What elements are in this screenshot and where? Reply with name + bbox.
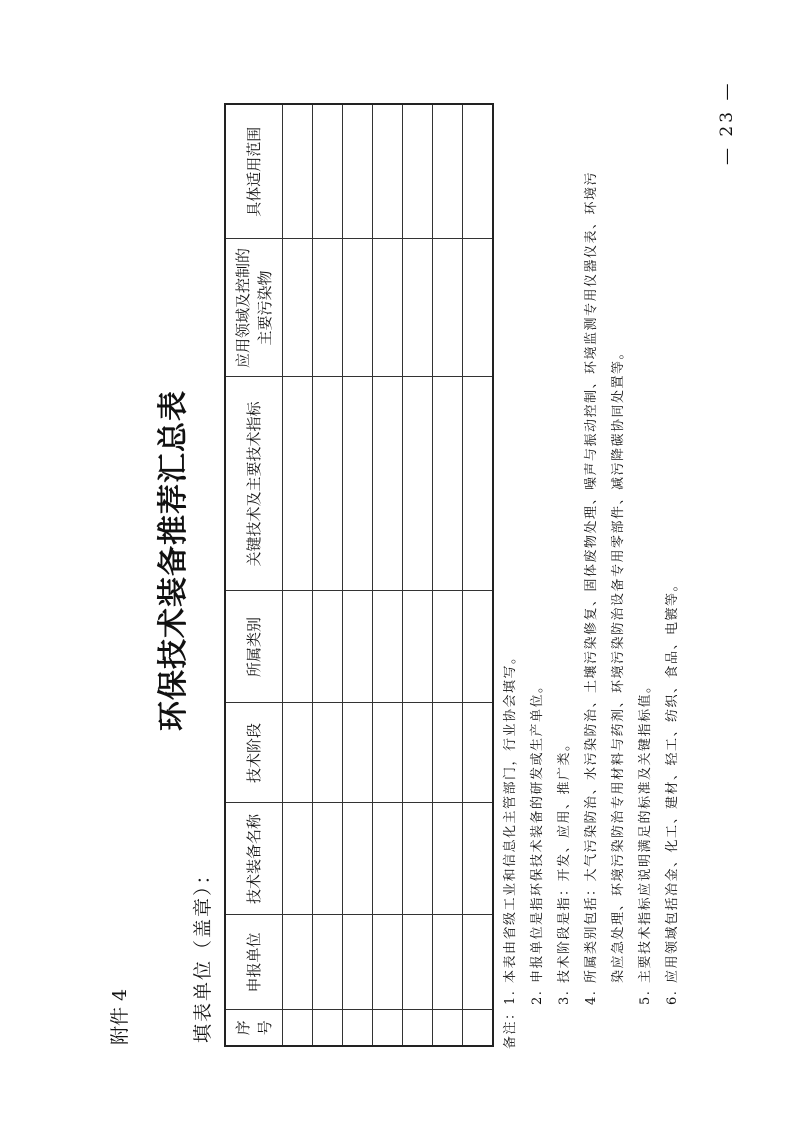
table-cell bbox=[283, 239, 313, 377]
table-cell bbox=[373, 915, 403, 1010]
note-text: 应用领域包括冶金、化工、建材、轻工、纺织、食品、电镀等。 bbox=[665, 576, 680, 983]
table-cell bbox=[373, 703, 403, 803]
table-cell bbox=[463, 377, 494, 591]
table-row bbox=[283, 104, 313, 1046]
table-cell bbox=[373, 104, 403, 239]
table-cell bbox=[403, 803, 433, 915]
table-cell bbox=[373, 239, 403, 377]
table-cell bbox=[343, 377, 373, 591]
table-cell bbox=[283, 591, 313, 703]
table-cell bbox=[343, 1010, 373, 1046]
note-text: 技术阶段是指：开发、应用、推广类。 bbox=[557, 736, 572, 983]
table-cell bbox=[463, 703, 494, 803]
table-cell bbox=[463, 915, 494, 1010]
note-number: 4. bbox=[584, 989, 599, 1005]
table-cell bbox=[373, 1010, 403, 1046]
note-item bbox=[659, 165, 686, 1005]
table-cell bbox=[313, 239, 343, 377]
notes-list bbox=[497, 165, 686, 1005]
table-cell bbox=[403, 703, 433, 803]
page-title: 环保技术装备推荐汇总表 bbox=[156, 390, 191, 731]
table-cell bbox=[343, 239, 373, 377]
table-cell bbox=[313, 591, 343, 703]
table-cell bbox=[433, 104, 463, 239]
table-cell bbox=[283, 803, 313, 915]
table-cell bbox=[343, 915, 373, 1010]
table-cell bbox=[313, 104, 343, 239]
table-cell bbox=[313, 1010, 343, 1046]
page-number: — 23 — bbox=[717, 80, 737, 165]
table-cell bbox=[373, 803, 403, 915]
header-cell: 所属类别 bbox=[225, 591, 283, 703]
table-cell bbox=[433, 591, 463, 703]
table-cell bbox=[313, 915, 343, 1010]
note-text: 所属类别包括：大气污染防治、水污染防治、土壤污染修复、固体废物处理、噪声与振动控制、环境监测专用仪器仪表、环境污染应急处理、环境污染防治专用材料与药剂、环境污染防治设备专用零部件、减污降碳协同处置等。 bbox=[584, 170, 626, 983]
note-number: 1. bbox=[503, 989, 518, 1005]
header-cell: 具体适用范围 bbox=[225, 104, 283, 239]
table-cell bbox=[373, 591, 403, 703]
header-cell: 应用领域及控制的主要污染物 bbox=[225, 239, 283, 377]
header-cell: 技术阶段 bbox=[225, 703, 283, 803]
table-cell bbox=[433, 703, 463, 803]
header-cell: 序号 bbox=[225, 1010, 283, 1046]
note-item bbox=[524, 165, 551, 1005]
table-cell bbox=[283, 104, 313, 239]
table-row bbox=[403, 104, 433, 1046]
table-cell bbox=[373, 377, 403, 591]
table-cell bbox=[433, 239, 463, 377]
table-cell bbox=[403, 915, 433, 1010]
note-number: 6. bbox=[665, 989, 680, 1005]
note-number: 2. bbox=[530, 989, 545, 1005]
note-text: 本表由省级工业和信息化主管部门，行业协会填写。 bbox=[503, 649, 518, 983]
note-item bbox=[632, 165, 659, 1005]
header-cell: 关键技术及主要技术指标 bbox=[225, 377, 283, 591]
table-cell bbox=[463, 591, 494, 703]
table-row bbox=[433, 104, 463, 1046]
table-cell bbox=[313, 803, 343, 915]
table-cell bbox=[313, 377, 343, 591]
table-cell bbox=[283, 703, 313, 803]
note-item bbox=[578, 165, 632, 1005]
table-cell bbox=[403, 591, 433, 703]
note-item bbox=[551, 165, 578, 1005]
table-cell bbox=[433, 1010, 463, 1046]
table-cell bbox=[403, 377, 433, 591]
table-row bbox=[463, 104, 494, 1046]
table-cell bbox=[283, 915, 313, 1010]
table-cell bbox=[343, 591, 373, 703]
note-item bbox=[497, 165, 524, 1005]
header-cell: 申报单位 bbox=[225, 915, 283, 1010]
table-cell bbox=[283, 1010, 313, 1046]
table-cell bbox=[433, 915, 463, 1010]
table-cell bbox=[313, 703, 343, 803]
table-cell bbox=[343, 703, 373, 803]
table-cell bbox=[343, 104, 373, 239]
note-number: 5. bbox=[638, 989, 653, 1005]
table-row bbox=[313, 104, 343, 1046]
table-cell bbox=[433, 377, 463, 591]
attachment-label: 附件 4 bbox=[109, 988, 131, 1045]
notes-label: 备注： bbox=[503, 1005, 518, 1049]
table-cell bbox=[403, 1010, 433, 1046]
table-cell bbox=[433, 803, 463, 915]
summary-table bbox=[224, 103, 494, 1047]
table-cell bbox=[463, 803, 494, 915]
table-cell bbox=[403, 104, 433, 239]
table-cell bbox=[463, 239, 494, 377]
table-cell bbox=[283, 377, 313, 591]
note-text: 主要技术指标应说明满足的标准及关键指标值。 bbox=[638, 678, 653, 983]
note-number: 3. bbox=[557, 989, 572, 1005]
note-text: 申报单位是指环保技术装备的研发或生产单位。 bbox=[530, 678, 545, 983]
filler-unit-label: 填表单位（盖章）： bbox=[192, 863, 214, 1043]
table-header-row bbox=[225, 104, 283, 1046]
table-cell bbox=[403, 239, 433, 377]
table-cell bbox=[343, 803, 373, 915]
table-cell bbox=[463, 1010, 494, 1046]
table-row bbox=[373, 104, 403, 1046]
table-row bbox=[343, 104, 373, 1046]
header-cell: 技术装备名称 bbox=[225, 803, 283, 915]
table-cell bbox=[463, 104, 494, 239]
